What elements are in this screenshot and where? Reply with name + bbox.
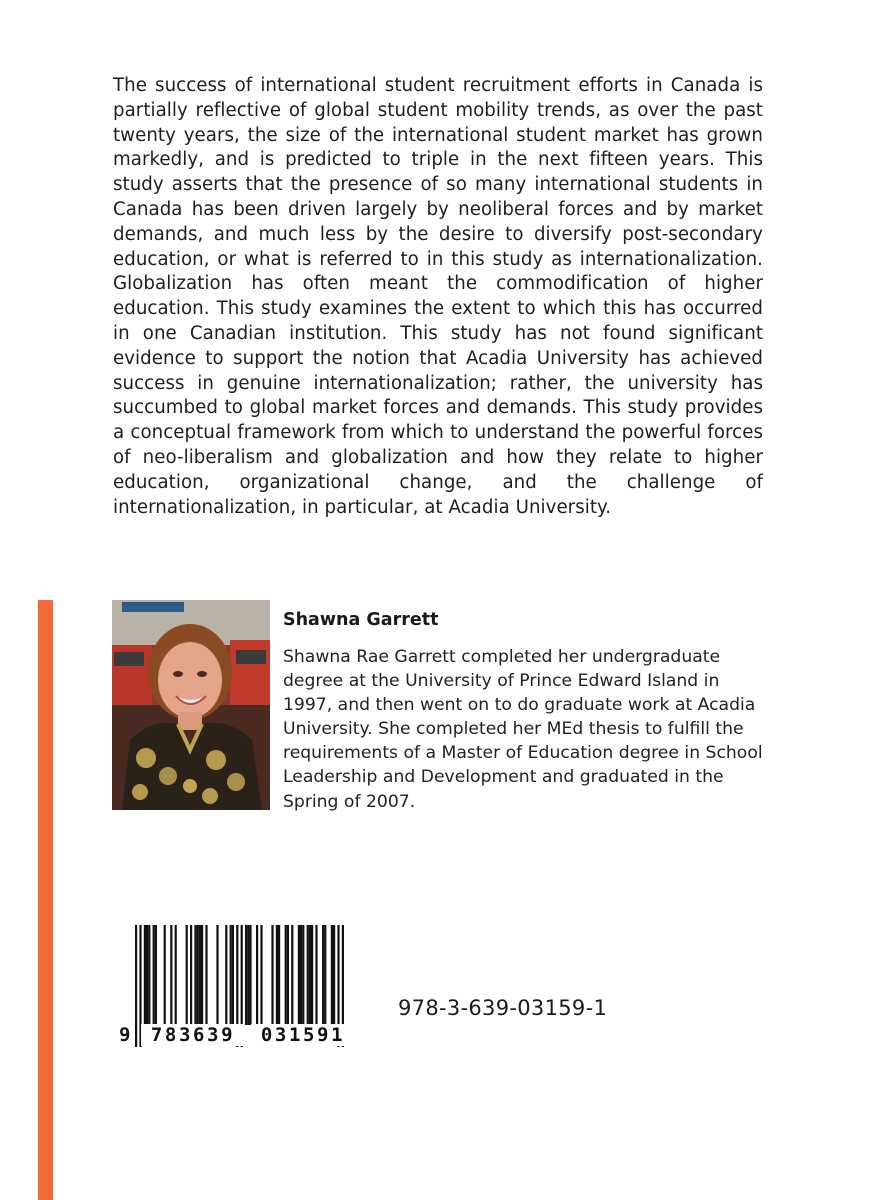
barcode-bar [164, 925, 166, 1025]
barcode-bar [186, 925, 188, 1025]
barcode-bar [144, 925, 146, 1025]
author-name: Shawna Garrett [283, 610, 439, 630]
isbn-number: 978-3-639-03159-1 [398, 996, 608, 1020]
barcode-bar [205, 925, 207, 1025]
barcode-bar [146, 925, 148, 1025]
barcode-bar [216, 925, 218, 1025]
orange-accent-bar [38, 600, 53, 1200]
barcode-bar [170, 925, 172, 1025]
barcode-bar [148, 925, 150, 1025]
barcode-bar [201, 925, 203, 1025]
barcode-digits [113, 1024, 363, 1048]
barcode-bar [197, 925, 199, 1025]
barcode-bar [324, 925, 326, 1025]
barcode-bar [194, 925, 196, 1025]
barcode-bar [153, 925, 155, 1025]
barcode-bar [322, 925, 324, 1025]
barcode-bar [245, 925, 247, 1025]
barcode-bar [309, 925, 311, 1025]
barcode-bar [225, 925, 227, 1025]
barcode-bar [298, 925, 300, 1025]
barcode-bar [256, 925, 258, 1025]
barcode-bar [291, 925, 293, 1025]
barcode-bar [230, 925, 232, 1025]
barcode-bar [331, 925, 333, 1025]
barcode-bar [155, 925, 157, 1025]
barcode-bar [175, 925, 177, 1025]
barcode-bar [232, 925, 234, 1025]
barcode-bar [302, 925, 304, 1025]
barcode-bar [271, 925, 273, 1025]
author-photo [112, 600, 270, 810]
barcode-bar [285, 925, 287, 1025]
author-bio: Shawna Rae Garrett completed her undergraduate degree at the University of Prince Edward Island in 1997, and then went on to do graduate work at Acadia University. She completed her MEd thesis to fulfill the requirements of a Master of Education degree in School Leadership and Development and graduated in the Spring of 2007. [283, 647, 763, 812]
barcode-right-group: 031591 [251, 1024, 355, 1046]
barcode-bar [276, 925, 278, 1025]
barcode-bar [199, 925, 201, 1025]
barcode-bar [247, 925, 249, 1025]
barcode-bar [315, 925, 317, 1025]
barcode-bar [307, 925, 309, 1025]
barcode-bar [287, 925, 289, 1025]
barcode-bar [249, 925, 251, 1025]
back-cover-abstract: The success of international student recruitment efforts in Canada is partially reflective of global student mobility trends, as over the past twenty years, the size of the international student market has grown markedly, and is predicted to triple in the next fifteen years. This study asserts that the presence of so many international students in Canada has been driven largely by neoliberal forces and by market demands, and much less by the desire to diversify post-secondary education, or what is referred to in this study as internationalization. Globalization has often meant the commodification of higher education. This study examines the extent to which this has occurred in one Canadian institution. This study has not found significant evidence to support the notion that Acadia University has achieved success in genuine internationalization; rather, the university has succumbed to global market forces and demands. This study provides a conceptual framework from which to understand the powerful forces of neo-liberalism and globalization and how they relate to higher education, organizational change, and the challenge of internationalization, in particular, at Acadia University. [113, 75, 763, 518]
barcode-bar [190, 925, 192, 1025]
barcode-left-group: 783639 [141, 1024, 245, 1046]
barcode-bar [260, 925, 262, 1025]
barcode-bar [333, 925, 335, 1025]
barcode-bar [300, 925, 302, 1025]
barcode-bar [311, 925, 313, 1025]
barcode-bar [278, 925, 280, 1025]
barcode-first-digit: 9 [119, 1024, 131, 1046]
